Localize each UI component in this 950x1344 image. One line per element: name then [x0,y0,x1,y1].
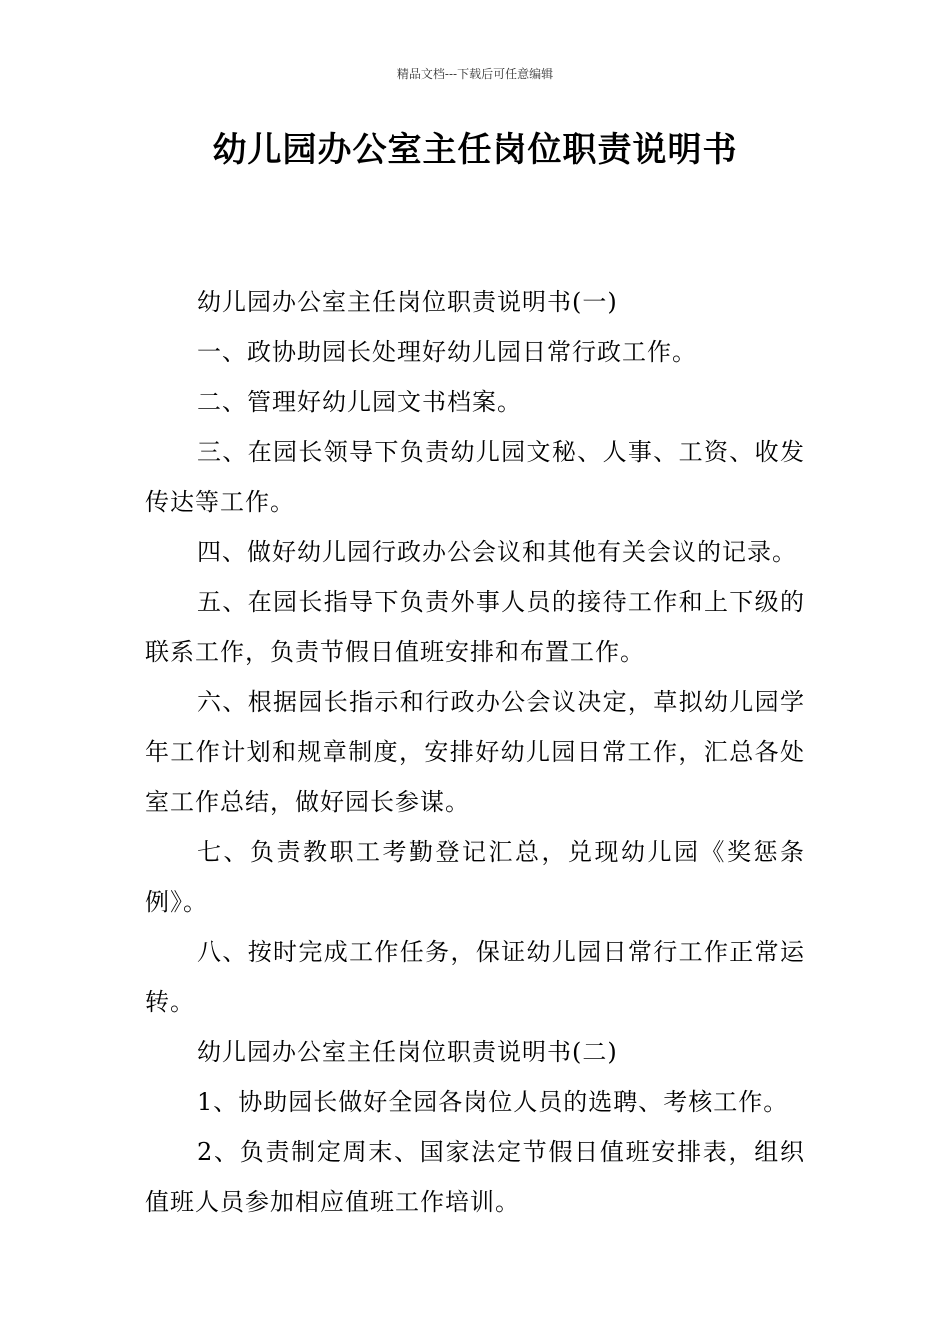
paragraph-item-5: 五、在园长指导下负责外事人员的接待工作和上下级的联系工作，负责节假日值班安排和布置工作。 [145,588,805,666]
paragraph-item-3: 三、在园长领导下负责幼儿园文秘、人事、工资、收发传达等工作。 [145,438,805,516]
document-body [145,277,805,1227]
section-heading-2: 幼儿园办公室主任岗位职责说明书(二) [197,1038,618,1066]
paragraph-item-10: 2、负责制定周末、国家法定节假日值班安排表，组织值班人员参加相应值班工作培训。 [145,1138,805,1216]
paragraph-item-4: 四、做好幼儿园行政办公会议和其他有关会议的记录。 [197,538,797,566]
document-title: 幼儿园办公室主任岗位职责说明书 [212,130,738,170]
header-note: 精品文档---下载后可任意编辑 [396,67,554,81]
paragraph-item-9: 1、协助园长做好全园各岗位人员的选聘、考核工作。 [197,1088,789,1116]
paragraph-item-2: 二、管理好幼儿园文书档案。 [197,388,522,416]
paragraph-item-7: 七、负责教职工考勤登记汇总，兑现幼儿园《奖惩条例》。 [145,838,805,916]
paragraph-item-1: 一、政协助园长处理好幼儿园日常行政工作。 [197,338,697,366]
paragraph-item-6: 六、根据园长指示和行政办公会议决定，草拟幼儿园学年工作计划和规章制度，安排好幼儿园日常工作，汇总各处室工作总结，做好园长参谋。 [145,688,805,816]
section-heading-1: 幼儿园办公室主任岗位职责说明书(一) [197,288,618,316]
paragraph-item-8: 八、按时完成工作任务，保证幼儿园日常行工作正常运转。 [145,938,805,1016]
